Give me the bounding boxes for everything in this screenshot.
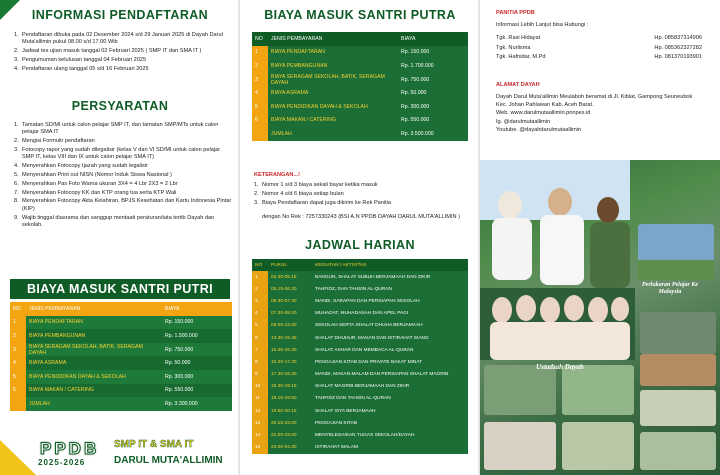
time-range: 20.15-22.00 xyxy=(268,417,312,429)
biaya-putra-table xyxy=(252,32,468,141)
persyaratan-item xyxy=(14,181,232,188)
row-number: 1 xyxy=(10,316,26,330)
time-range: 19.50-20.15 xyxy=(268,405,312,417)
item-number: 3. xyxy=(14,57,19,63)
table-row xyxy=(252,393,468,405)
table-header xyxy=(252,32,468,46)
row-number xyxy=(10,397,26,411)
persyaratan-item xyxy=(14,163,232,170)
keterangan-list xyxy=(254,182,474,207)
contact-phone: Hp. 085362327282 xyxy=(654,44,702,51)
ppdb-dayah: DARUL MUTA'ALLIMIN xyxy=(114,455,223,466)
fee-amount: Rp. 750.000 xyxy=(162,343,232,357)
table-row xyxy=(252,271,468,283)
table-row xyxy=(10,343,232,357)
item-text: Pendaftaran dibuka pada 02 Desember 2024 s/d 29 Januari 2025 di Dayah Darul Muta'allimin pukul 08.00 s/d 17.00 Wib xyxy=(22,32,223,46)
activity: SHALAT ISYA BERJAMAAH xyxy=(312,405,468,417)
activity: SHALAT MAGRIB BERJAMAAH DAN ZIKIR xyxy=(312,381,468,393)
item-number: 7. xyxy=(14,189,19,196)
table-row xyxy=(252,320,468,332)
row-number: 1 xyxy=(252,46,268,60)
panel-middle xyxy=(240,0,480,475)
table-row xyxy=(252,295,468,307)
activity: BANGUN, SHALAT SUBUH BERJAMAAH DAN ZIKIR xyxy=(312,271,468,283)
time-range: 17.30-18.30 xyxy=(268,369,312,381)
table-row xyxy=(252,59,468,73)
keterangan-item xyxy=(254,191,474,198)
time-range: 15.45-16.30 xyxy=(268,344,312,356)
item-text: Pengumuman kelulusan tanggal 04 Februari 2025 xyxy=(22,57,147,63)
item-number: 3. xyxy=(254,199,259,206)
row-number xyxy=(252,127,268,141)
panel-left xyxy=(0,0,240,475)
table-row xyxy=(252,332,468,344)
item-number: 4. xyxy=(14,163,19,170)
activity: TAHFIDZ DAN TAHSIN AL-QURAN xyxy=(312,393,468,405)
ppdb-logo: PPDB xyxy=(40,439,100,458)
time-range: 16.30-17.30 xyxy=(268,356,312,368)
fee-amount: Rp. 50.000 xyxy=(162,356,232,370)
keterangan-item xyxy=(254,182,474,189)
fee-amount: Rp. 1.700.000 xyxy=(398,59,468,73)
fee-amount: Rp. 150.000 xyxy=(162,316,232,330)
total-amount: Rp. 3.300.000 xyxy=(162,397,232,411)
row-number: 13 xyxy=(252,417,268,429)
time-range: 07.30-08.00 xyxy=(268,308,312,320)
row-number: 5 xyxy=(252,100,268,114)
fee-name: BIAYA ASRAMA xyxy=(268,86,398,100)
activity: MANDI, SARAPAN DAN PERSIAPAN SEKOLAH xyxy=(312,295,468,307)
caption-malaysia: Perlukaran Pelajar Ke Malaysia xyxy=(641,282,698,295)
fee-amount: Rp. 50.000 xyxy=(398,86,468,100)
caption-ustadzah: Ustadzah Dayah xyxy=(536,363,584,371)
item-number: 8. xyxy=(14,198,19,205)
total-label: JUMLAH xyxy=(268,127,398,141)
fee-amount: Rp. 550.000 xyxy=(162,384,232,398)
table-row xyxy=(252,46,468,60)
info-item xyxy=(14,57,230,64)
row-number: 7 xyxy=(252,344,268,356)
row-number: 1 xyxy=(252,271,268,283)
activity: SHALAT ASHAR DAN MEMBACA AL-QURAN xyxy=(312,344,468,356)
alamat-line: Youtube. @dayahdarulmutaallimin xyxy=(496,126,582,133)
fee-name: BIAYA PEMBANGUNAN xyxy=(268,59,398,73)
row-number: 4 xyxy=(252,86,268,100)
row-number: 2 xyxy=(10,329,26,343)
persyaratan-item xyxy=(14,190,232,197)
item-text: Menyerahkan Fotocopy KK dan KTP orang tua serta KTP Wali xyxy=(22,189,177,196)
item-text: Nomor 1 s/d 3 biaya sekali bayar ketika masuk xyxy=(262,182,378,188)
contact-row xyxy=(496,53,706,63)
item-number: 6. xyxy=(14,180,19,187)
time-range: 22.00-23.00 xyxy=(268,429,312,441)
column-header: BIAYA xyxy=(162,302,232,316)
activity: PENGAJIAN KITAB xyxy=(312,417,468,429)
item-number: 2. xyxy=(254,190,259,197)
row-number: 5 xyxy=(252,320,268,332)
activity: TAHFIDZ, DAN TAHSIN AL-QURAN xyxy=(312,283,468,295)
item-number: 5. xyxy=(14,172,19,178)
item-number: 1. xyxy=(254,182,259,188)
keterangan-item xyxy=(254,200,474,207)
table-row xyxy=(252,73,468,87)
column-header: NO xyxy=(252,259,268,271)
activity: MUHADAT, MUHADASAH DAN APEL PAGI xyxy=(312,308,468,320)
alamat-lines xyxy=(496,93,704,134)
time-range: 05.15-06.30 xyxy=(268,283,312,295)
time-range: 18.30-19.15 xyxy=(268,381,312,393)
row-number: 5 xyxy=(10,370,26,384)
item-text: Menyerahkan Fotocopy Akta Kelahiran, BPJS Kesehatan dan Kartu Indonesia Pintar (KIP) xyxy=(22,198,232,212)
column-header: NO xyxy=(10,302,26,316)
row-number: 6 xyxy=(252,114,268,128)
item-text: Nomor 4 s/d 6 biaya setiap bulan xyxy=(262,190,344,197)
fee-amount: Rp. 1.500.000 xyxy=(162,329,232,343)
total-label: JUMLAH xyxy=(26,397,162,411)
row-number: 3 xyxy=(252,73,268,87)
panitia-subtitle: Informasi Lebih Lanjut bisa Hubungi : xyxy=(496,22,589,28)
item-number: 2. xyxy=(14,138,19,145)
table-row xyxy=(252,344,468,356)
item-text: Jadwal tes ujian masuk tanggal 02 Februari 2025 ( SMP IT dan SMA IT ) xyxy=(22,48,202,55)
activity: SHALAT DHUHUR, MAKAN DAN ISTIRAHAT SIANG xyxy=(312,332,468,344)
contact-list xyxy=(496,34,706,63)
table-row xyxy=(252,381,468,393)
fee-name: BIAYA SERAGAM SEKOLAH, BATIK, SERAGAM DAYAH xyxy=(26,343,162,357)
table-row xyxy=(10,356,232,370)
persyaratan-title: PERSYARATAN xyxy=(71,99,169,113)
persyaratan-item xyxy=(14,147,232,162)
item-text: Biaya Pendaftaran dapat juga dikirim ke Rek Panitia xyxy=(262,199,392,206)
row-number: 3 xyxy=(252,295,268,307)
total-row xyxy=(10,397,232,411)
item-text: Fotocopy rapor yang sudah dilegalisir (kelas V dan VI SD/MI untuk calon pelajar SMP IT, kelas VIII dan IX untuk calon pelajar SMA IT) xyxy=(22,147,221,161)
table-row xyxy=(252,356,468,368)
item-text: Wajib tinggal diasrama dan sanggup mentaati peraturan/tata tertib Dayah dan sekolah. xyxy=(22,214,215,228)
item-number: 1. xyxy=(14,122,19,128)
fee-name: BIAYA PENDIDIKAN DAYAH & SEKOLAH xyxy=(26,370,162,384)
item-number: 2. xyxy=(14,48,19,55)
table-row xyxy=(10,329,232,343)
row-number: 11 xyxy=(252,393,268,405)
column-header: PUKUL xyxy=(268,259,312,271)
table-row xyxy=(252,405,468,417)
item-number: 3. xyxy=(14,147,19,153)
rekening-info: dengan No Rek : 7257330243 (BSI A.N PPDB DAYAH DARUL MUTA'ALLIMIN ) xyxy=(262,214,460,220)
corner-decoration xyxy=(0,440,36,475)
row-number: 6 xyxy=(10,384,26,398)
fee-name: BIAYA PEMBANGUNAN xyxy=(26,329,162,343)
fee-amount: Rp. 550.000 xyxy=(398,114,468,128)
info-list xyxy=(14,32,230,73)
column-header: NO xyxy=(252,32,268,46)
time-range: 13.30-15.45 xyxy=(268,332,312,344)
time-range: 23.00-04.30 xyxy=(268,442,312,454)
row-number: 4 xyxy=(10,356,26,370)
column-header: BIAYA xyxy=(398,32,468,46)
jadwal-title: JADWAL HARIAN xyxy=(305,238,415,252)
fee-name: BIAYA MAKAN / CATERING xyxy=(26,384,162,398)
item-number: 1. xyxy=(14,32,19,38)
fee-amount: Rp. 300.000 xyxy=(398,100,468,114)
info-item xyxy=(14,32,230,47)
table-row xyxy=(252,442,468,454)
activity: SEKOLAH SERTA SHALAT DHUHA BERJAMAAH xyxy=(312,320,468,332)
contact-name: Tgk. Rasi Hidayat xyxy=(496,35,541,41)
persyaratan-list xyxy=(14,122,232,229)
column-header: JENIS PEMBAYARAN xyxy=(268,32,398,46)
biaya-putri-table xyxy=(10,302,232,411)
fee-name: BIAYA PENDIDIKAN DAYAH & SEKOLAH xyxy=(268,100,398,114)
row-number: 2 xyxy=(252,59,268,73)
table-header xyxy=(252,259,468,271)
table-row xyxy=(252,369,468,381)
alamat-title: ALAMAT DAYAH xyxy=(496,82,540,88)
contact-row xyxy=(496,34,706,44)
table-row xyxy=(10,370,232,384)
table-row xyxy=(252,308,468,320)
item-number: 4. xyxy=(14,65,19,72)
alamat-line: Ig. @darulmutaallimin xyxy=(496,118,551,125)
fee-name: BIAYA PENDAFTARAN xyxy=(268,46,398,60)
item-number: 9. xyxy=(14,214,19,221)
contact-phone: Hp. 085837314906 xyxy=(654,35,702,41)
table-row xyxy=(252,429,468,441)
persyaratan-item xyxy=(14,198,232,213)
time-range: 06.30-07.30 xyxy=(268,295,312,307)
table-header xyxy=(10,302,232,316)
contact-row xyxy=(496,44,706,54)
info-title: INFORMASI PENDAFTARAN xyxy=(31,8,209,22)
activity: MANDI, MAKAN MALAM DAN PERSIAPAN SHALAT MAGRIB xyxy=(312,369,468,381)
total-row xyxy=(252,127,468,141)
item-text: Pendaftaran ulang tanggal 05 s/d 16 Februari 2025 xyxy=(22,65,149,72)
time-range: 04.30-05.15 xyxy=(268,271,312,283)
item-text: Menyerahkan Fotocopy Ijazah yang sudah legalisir xyxy=(22,163,148,170)
item-text: Tamatan SD/MI untuk calon pelajar SMP IT, dan tamatan SMP/MTs untuk calon pelajar SMA IT xyxy=(22,122,219,136)
biaya-putra-title: BIAYA MASUK SANTRI PUTRA xyxy=(264,8,456,22)
item-text: Mengisi Formulir pendaftaran xyxy=(22,138,95,145)
time-range: 19.15-19.50 xyxy=(268,393,312,405)
ppdb-year: 2025-2026 xyxy=(38,458,86,467)
row-number: 10 xyxy=(252,381,268,393)
fee-name: BIAYA MAKAN / CATERING xyxy=(268,114,398,128)
table-row xyxy=(252,86,468,100)
jadwal-table xyxy=(252,259,468,454)
alamat-line: Web. www.darulmutaallimin.ponpes.id xyxy=(496,110,591,117)
persyaratan-item xyxy=(14,122,232,137)
persyaratan-item xyxy=(14,172,232,179)
total-amount: Rp. 3.500.000 xyxy=(398,127,468,141)
activity: PENGAJIAN KITAB DAN PRIVATE BAKAT MINAT xyxy=(312,356,468,368)
item-text: Menyerahkan Pas Foto Warna ukuran 3X4 = 4 Lbr 2X3 = 2 Lbr xyxy=(22,180,178,187)
photo-collage xyxy=(480,160,720,475)
row-number: 3 xyxy=(10,343,26,357)
row-number: 12 xyxy=(252,405,268,417)
alamat-line: Dayah Darul Muta'allimin Meulaboh beramat di Jl. Kiblat, Gampong Seuneubok Kec. Johan Pahlawan Kab. Aceh Barat. xyxy=(496,94,693,109)
persyaratan-item xyxy=(14,138,232,145)
fee-name: BIAYA PENDAFTARAN xyxy=(26,316,162,330)
table-row xyxy=(10,316,232,330)
ppdb-schools: SMP IT & SMA IT xyxy=(114,439,194,450)
biaya-putri-title: BIAYA MASUK SANTRI PUTRI xyxy=(10,279,230,299)
column-header: KEGIATAN / AKTIVITAS xyxy=(312,259,468,271)
collage-illustration xyxy=(480,160,720,475)
row-number: 8 xyxy=(252,356,268,368)
row-number: 15 xyxy=(252,442,268,454)
persyaratan-item xyxy=(14,215,232,230)
row-number: 9 xyxy=(252,369,268,381)
activity: MENYELESAIKAN TUGAS SEKOLAH/DAYAH xyxy=(312,429,468,441)
row-number: 6 xyxy=(252,332,268,344)
row-number: 2 xyxy=(252,283,268,295)
info-item xyxy=(14,48,230,55)
table-row xyxy=(252,100,468,114)
table-row xyxy=(252,114,468,128)
fee-name: BIAYA SERAGAM SEKOLAH, BATIK, SERAGAM DAYAH xyxy=(268,73,398,87)
fee-name: BIAYA ASRAMA xyxy=(26,356,162,370)
keterangan-title: KETERANGAN...! xyxy=(254,172,300,178)
panitia-title: PANITIA PPDB xyxy=(496,10,535,16)
fee-amount: Rp. 750.000 xyxy=(398,73,468,87)
time-range: 08.00-13.30 xyxy=(268,320,312,332)
fee-amount: Rp. 150.000 xyxy=(398,46,468,60)
item-text: Menyerahkan Print out NISN (Nomor Induk Siswa Nasional ) xyxy=(22,172,172,178)
table-row xyxy=(252,283,468,295)
table-row xyxy=(10,384,232,398)
contact-name: Tgk. Hafnidar, M.Pd xyxy=(496,54,546,60)
fee-amount: Rp. 300.000 xyxy=(162,370,232,384)
table-row xyxy=(252,417,468,429)
activity: ISTIRAHAT MALAM xyxy=(312,442,468,454)
row-number: 14 xyxy=(252,429,268,441)
column-header: JENIS PEMBAYARAN xyxy=(26,302,162,316)
info-item xyxy=(14,66,230,73)
contact-name: Tgk. Nurlisma xyxy=(496,44,531,51)
row-number: 4 xyxy=(252,308,268,320)
contact-phone: Hp. 081370193901 xyxy=(654,54,702,60)
panel-right xyxy=(480,0,720,475)
